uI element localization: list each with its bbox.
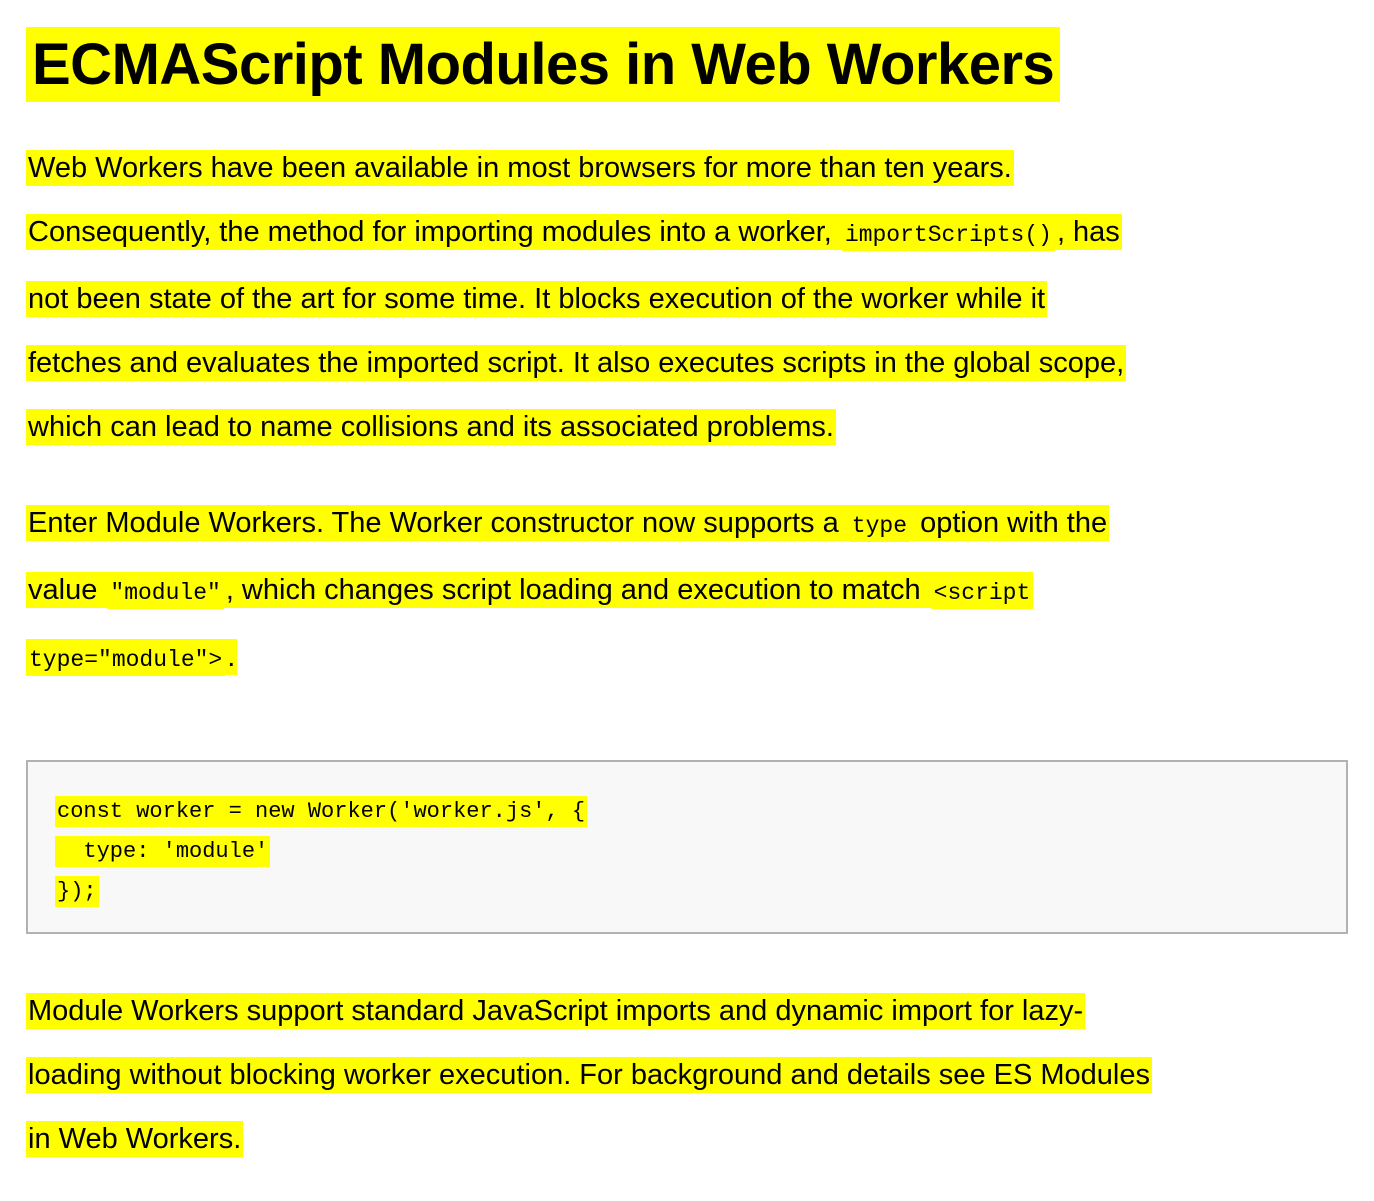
text-line xyxy=(26,1043,1348,1107)
text-line xyxy=(26,267,1348,331)
text-line xyxy=(26,1107,1348,1171)
inline-code: <script xyxy=(931,572,1034,609)
highlighted-text: value xyxy=(28,574,106,606)
highlighted-text: fetches and evaluates the imported script. It also executes scripts in the global scope, xyxy=(28,347,1125,379)
text-line xyxy=(26,558,1348,625)
highlighted-text: . xyxy=(227,641,236,673)
highlighted-text: Module Workers support standard JavaScript imports and dynamic import for lazy- xyxy=(28,995,1084,1027)
text-line xyxy=(26,491,1348,558)
text-line xyxy=(26,979,1348,1043)
highlighted-text: Consequently, the method for importing modules into a worker, xyxy=(28,216,840,248)
page-title xyxy=(26,26,1348,103)
text-line xyxy=(26,625,1348,692)
inline-code: "module" xyxy=(107,572,223,609)
paragraph-2 xyxy=(26,491,1348,692)
inline-code: importScripts() xyxy=(842,214,1055,251)
code-line xyxy=(55,872,1318,912)
code-line-highlight: type: 'module' xyxy=(55,836,270,867)
highlighted-text: option with the xyxy=(912,507,1108,539)
text-line xyxy=(26,136,1348,200)
code-line xyxy=(55,832,1318,872)
article xyxy=(26,26,1348,1171)
paragraph-1 xyxy=(26,136,1348,459)
code-line-highlight: const worker = new Worker('worker.js', { xyxy=(55,796,587,827)
highlighted-text: Enter Module Workers. The Worker constructor now supports a xyxy=(28,507,847,539)
highlighted-text: which can lead to name collisions and its associated problems. xyxy=(28,411,834,443)
inline-code: type xyxy=(849,505,910,542)
highlighted-text: not been state of the art for some time. It blocks execution of the worker while it xyxy=(28,283,1046,315)
code-block xyxy=(26,760,1348,934)
inline-code: type="module"> xyxy=(26,639,225,676)
code-line-highlight: }); xyxy=(55,876,99,907)
text-line xyxy=(26,200,1348,267)
highlighted-text: , which changes script loading and execution to match xyxy=(225,574,929,606)
title-highlight: ECMAScript Modules in Web Workers xyxy=(26,27,1060,102)
text-line xyxy=(26,331,1348,395)
highlighted-text: loading without blocking worker execution. For background and details see ES Modules xyxy=(28,1059,1150,1091)
code-line xyxy=(55,792,1318,832)
highlighted-text: Web Workers have been available in most browsers for more than ten years. xyxy=(28,152,1012,184)
text-line xyxy=(26,395,1348,459)
highlighted-text: in Web Workers. xyxy=(28,1123,242,1155)
paragraph-3 xyxy=(26,979,1348,1171)
highlighted-text: , has xyxy=(1056,216,1120,248)
